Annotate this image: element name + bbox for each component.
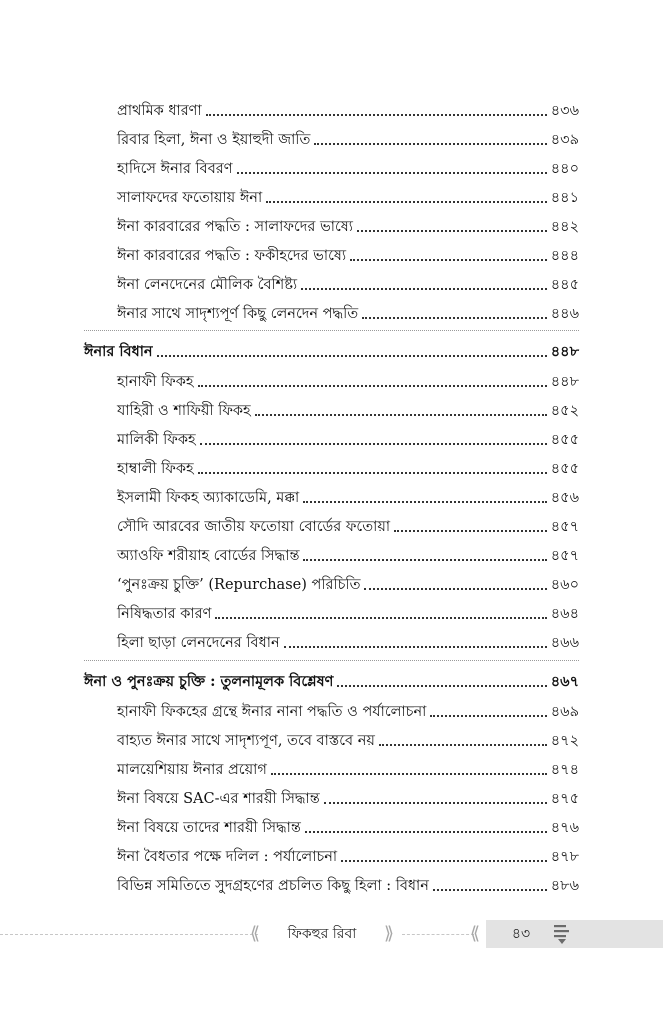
dot-leader: [303, 559, 546, 561]
toc-entry-page: ৪৫৭: [550, 519, 579, 535]
dot-leader: [364, 588, 546, 590]
dot-leader: [206, 114, 547, 116]
dot-leader: [266, 201, 547, 203]
toc-section-heading[interactable]: [84, 663, 579, 692]
toc-entry[interactable]: [117, 392, 579, 421]
toc-entry-page: ৪৭৫: [550, 791, 579, 807]
toc-entry-page: ৪৫৫: [550, 461, 579, 477]
dot-leader: [255, 414, 547, 416]
toc-entry-page: ৪৫৬: [550, 490, 579, 506]
toc-entry[interactable]: [117, 479, 579, 508]
toc-entry-page: ৪৪০: [550, 161, 579, 177]
toc-entry[interactable]: [117, 838, 579, 867]
toc-entry-title: মালয়েশিয়ায় ঈনার প্রয়োগ: [117, 762, 267, 778]
dot-leader: [215, 617, 546, 619]
toc-entry-title: অ্যাওফি শরীয়াহ বোর্ডের সিদ্ধান্ত: [117, 548, 300, 564]
dot-leader: [301, 288, 547, 290]
toc-entry-title: ইসলামী ফিকহ অ্যাকাডেমি, মক্কা: [117, 490, 300, 506]
dot-leader: [237, 172, 547, 174]
toc-entry-title: ঈনা কারবারের পদ্ধতি : ফকীহদের ভাষ্যে: [117, 248, 347, 264]
toc-entry-title: ঈনা কারবারের পদ্ধতি : সালাফদের ভাষ্যে: [117, 219, 353, 235]
toc-entry[interactable]: [117, 595, 579, 624]
footer-ornament-right: ⟫: [384, 923, 395, 944]
toc-entry-title: হিলা ছাড়া লেনদেনের বিধান: [117, 635, 280, 651]
toc-entry-title: সালাফদের ফতোয়ায় ঈনা: [117, 190, 263, 206]
toc-entry-title: ঈনা বিষয়ে SAC-এর শারয়ী সিদ্ধান্ত: [117, 791, 320, 807]
toc-entry[interactable]: [117, 624, 579, 653]
toc-entry-title: ঈনা বৈধতার পক্ষে দলিল : পর্যালোচনা: [117, 849, 338, 865]
toc-entry[interactable]: [117, 867, 579, 896]
toc-entry-title: হানাফী ফিকহের গ্রন্থে ঈনার নানা পদ্ধতি ও পর্যালোচনা: [117, 704, 427, 720]
toc-entry-title: ঈনার সাথে সাদৃশ্যপূর্ণ কিছু লেনদেন পদ্ধতি: [117, 306, 359, 322]
dot-leader: [357, 230, 547, 232]
toc-entry[interactable]: [117, 537, 579, 566]
toc-entry[interactable]: [117, 295, 579, 324]
toc-entry-page: ৪৪৪: [550, 248, 579, 264]
toc-entry-title: প্রাথমিক ধারণা: [117, 103, 202, 119]
footer-rule-right: [402, 934, 474, 935]
toc-entry-title: যাহিরী ও শাফিয়ী ফিকহ: [117, 403, 251, 419]
toc-entry-title: ঈনা বিষয়ে তাদের শারয়ী সিদ্ধান্ত: [117, 820, 301, 836]
toc-entry-title: ঈনার বিধান: [84, 343, 153, 360]
page-footer: [0, 918, 663, 952]
toc-entry[interactable]: [117, 751, 579, 780]
footer-ornament-left: ⟪: [250, 923, 261, 944]
toc-entry-title: রিবার হিলা, ঈনা ও ইয়াহুদী জাতি: [117, 132, 311, 148]
toc-entry[interactable]: [117, 237, 579, 266]
dot-leader: [271, 773, 547, 775]
toc-entry[interactable]: [117, 508, 579, 537]
toc-entry-title: হাদিসে ঈনার বিবরণ: [117, 161, 233, 177]
dot-leader: [157, 355, 547, 357]
dot-leader: [314, 143, 546, 145]
toc-entry-title: সৌদি আরবের জাতীয় ফতোয়া বোর্ডের ফতোয়া: [117, 519, 391, 535]
toc-entry-title: ঈনা লেনদেনের মৌলিক বৈশিষ্ট্য: [117, 277, 298, 293]
dot-leader: [305, 831, 547, 833]
toc-entry-page: ৪৫৫: [550, 432, 579, 448]
dot-leader: [362, 317, 547, 319]
toc-entry[interactable]: [117, 780, 579, 809]
toc-entry[interactable]: [117, 421, 579, 450]
section-divider: [84, 330, 579, 331]
toc-entry-page: ৪৪৮: [550, 374, 579, 390]
footer-rule-left: [0, 934, 258, 935]
dot-leader: [303, 501, 547, 503]
dot-leader: [341, 860, 547, 862]
dot-leader: [200, 443, 547, 445]
toc-entry-title: ‘পুনঃক্রয় চুক্তি’ (Repurchase) পরিচিতি: [117, 577, 361, 593]
dot-leader: [198, 472, 547, 474]
footer-ornament-page: ⟪: [470, 923, 481, 944]
toc-entry-title: নিষিদ্ধতার কারণ: [117, 606, 212, 622]
toc-entry[interactable]: [117, 208, 579, 237]
toc-entry-page: ৪৬৭: [550, 673, 579, 690]
toc-entry[interactable]: [117, 179, 579, 208]
toc-entry[interactable]: [117, 722, 579, 751]
toc-entry-page: ৪৩৬: [550, 103, 579, 119]
toc-entry-page: ৪৭৬: [550, 820, 579, 836]
toc-entry-page: ৪৪৫: [550, 277, 579, 293]
footer-book-title: ফিকহুর রিবা: [287, 926, 357, 942]
toc-entry-page: ৪৬০: [550, 577, 579, 593]
toc-entry-page: ৪৫৭: [550, 548, 579, 564]
toc-entry-title: হানাফী ফিকহ: [117, 374, 194, 390]
dot-leader: [394, 530, 547, 532]
toc-entry-page: ৪৪২: [550, 219, 579, 235]
toc-entry[interactable]: [117, 92, 579, 121]
toc-entry[interactable]: [117, 566, 579, 595]
toc-entry-page: ৪৮৬: [550, 878, 579, 894]
dot-leader: [350, 259, 547, 261]
toc-entry[interactable]: [117, 450, 579, 479]
section-divider: [84, 660, 579, 661]
page-number: ৪৩: [511, 926, 531, 942]
toc-entry-page: ৪৩৯: [550, 132, 579, 148]
toc-section-heading[interactable]: [84, 333, 579, 362]
menu-lines-icon: [552, 923, 572, 945]
dot-leader: [379, 744, 547, 746]
toc-entry-page: ৪৪৮: [550, 343, 579, 360]
toc-entry-title: বাহ্যত ঈনার সাথে সাদৃশ্যপূণ, তবে বাস্তবে নয়: [117, 733, 375, 749]
dot-leader: [337, 685, 546, 687]
toc-entry[interactable]: [117, 693, 579, 722]
dot-leader: [433, 889, 547, 891]
toc-entry-title: হাম্বালী ফিকহ: [117, 461, 194, 477]
toc-entry[interactable]: [117, 266, 579, 295]
dot-leader: [430, 715, 546, 717]
toc-entry[interactable]: [117, 809, 579, 838]
toc-entry[interactable]: [117, 363, 579, 392]
toc-entry-page: ৪৬৯: [550, 704, 579, 720]
toc-entry-page: ৪৪৬: [550, 306, 579, 322]
toc-entry-title: মালিকী ফিকহ: [117, 432, 196, 448]
dot-leader: [284, 646, 547, 648]
toc-entry-page: ৪৭৪: [550, 762, 579, 778]
toc-entry-page: ৪৬৬: [550, 635, 579, 651]
dot-leader: [324, 802, 547, 804]
toc-entry-title: ঈনা ও পুনঃক্রয় চুক্তি : তুলনামূলক বিশ্লেষণ: [84, 673, 334, 690]
toc-entry-page: ৪৭৮: [550, 849, 579, 865]
dot-leader: [198, 385, 547, 387]
toc-entry-page: ৪৫২: [550, 403, 579, 419]
toc-entry-page: ৪৬৪: [550, 606, 579, 622]
toc-entry[interactable]: [117, 150, 579, 179]
toc-entry-page: ৪৭২: [550, 733, 579, 749]
toc-entry-title: বিভিন্ন সমিতিতে সুদগ্রহণের প্রচলিত কিছু হিলা : বিধান: [117, 878, 429, 894]
toc-entry[interactable]: [117, 121, 579, 150]
toc-entry-page: ৪৪১: [550, 190, 579, 206]
